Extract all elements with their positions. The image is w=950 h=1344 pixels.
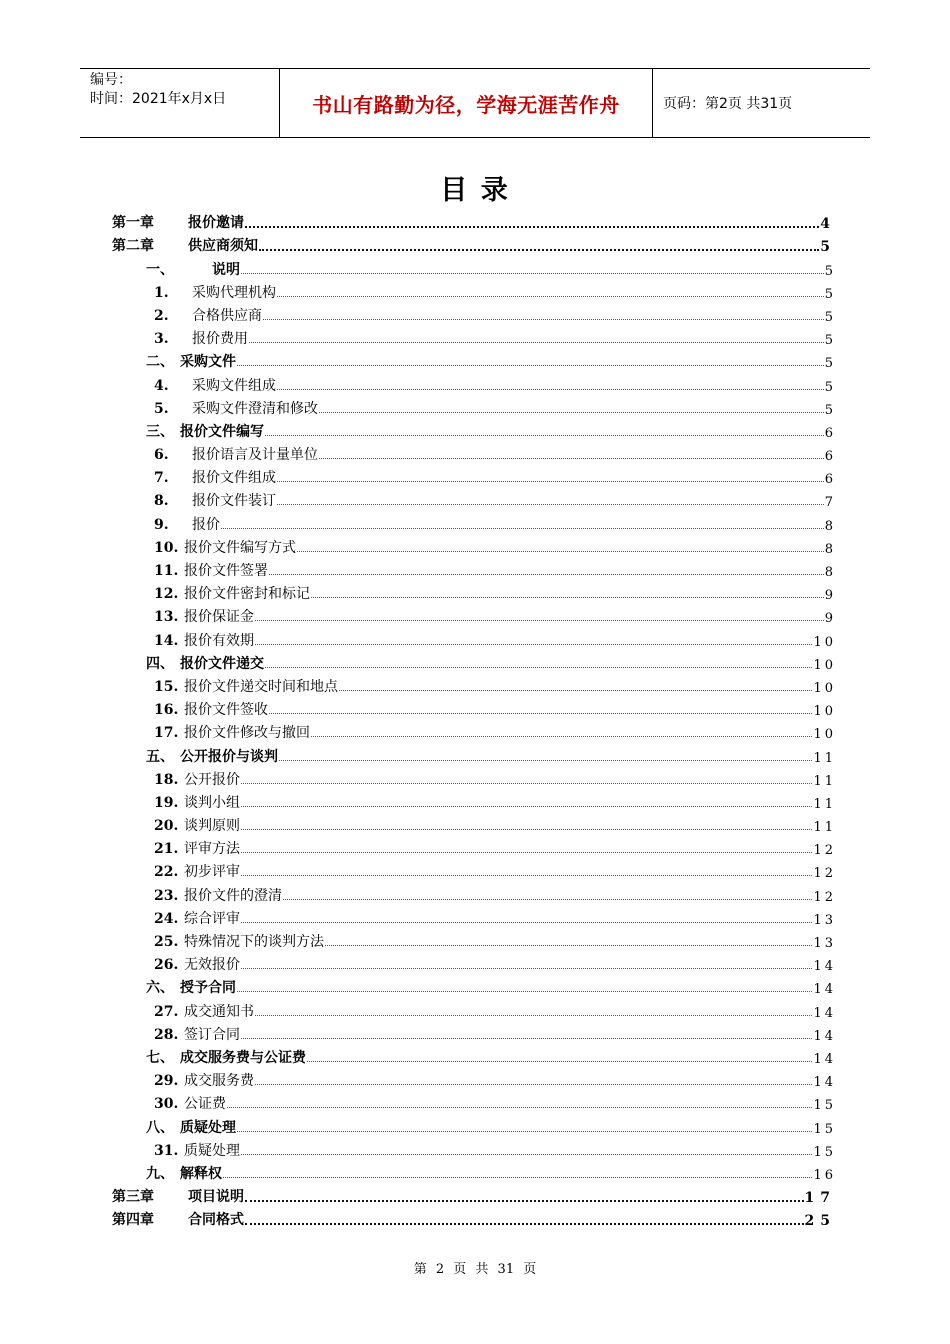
toc-entry-text: 报价文件装订 [192, 493, 276, 510]
toc-entry-text: 报价有效期 [184, 632, 254, 649]
toc-dot-leader [237, 991, 812, 992]
toc-entry-number: 三、 [146, 423, 174, 440]
toc-entry-label [154, 398, 318, 418]
toc-entry-label [154, 722, 310, 742]
toc-entry-number: 18. [154, 771, 179, 788]
toc-entry[interactable] [112, 510, 836, 533]
toc-title: 目 录 [440, 175, 510, 206]
toc-entry-page: 14 [813, 1051, 836, 1067]
toc-entry-label [154, 676, 338, 696]
toc-entry[interactable] [112, 1067, 836, 1090]
toc-entry-page: 11 [813, 773, 836, 789]
toc-entry-label [154, 931, 324, 951]
toc-entry-page: 5 [824, 379, 836, 395]
toc-entry[interactable] [112, 603, 836, 626]
toc-dot-leader [263, 319, 824, 320]
toc-entry-page: 13 [813, 936, 836, 951]
toc-entry-label [146, 351, 236, 371]
toc-dot-leader [241, 1038, 812, 1039]
toc-dot-leader [221, 528, 824, 529]
toc-dot-leader [277, 504, 824, 505]
toc-entry-number: 二、 [146, 354, 174, 371]
header-meta [80, 69, 280, 137]
toc-entry-text: 成交通知书 [184, 1003, 254, 1020]
toc-entry-text: 质疑处理 [180, 1119, 236, 1136]
toc-dot-leader [241, 875, 812, 876]
toc-entry[interactable] [112, 858, 836, 881]
toc-entry[interactable] [112, 232, 836, 255]
toc-entry-page: 16 [813, 1167, 836, 1183]
toc-entry-text: 采购代理机构 [192, 284, 276, 301]
toc-entry-label [112, 1209, 244, 1229]
toc-entry-text: 谈判小组 [184, 794, 240, 811]
toc-entry[interactable] [112, 951, 836, 974]
toc-dot-leader [311, 597, 824, 598]
toc-entry-number: 7. [154, 470, 169, 487]
toc-dot-leader [255, 1015, 812, 1016]
toc-entry-page: 14 [813, 1075, 836, 1091]
toc-entry-page: 5 [824, 333, 836, 349]
toc-entry-number: 六、 [146, 980, 174, 997]
toc-entry-number: 27. [154, 1003, 179, 1020]
toc-entry-page: 10 [813, 680, 836, 696]
toc-dot-leader [269, 713, 812, 714]
toc-entry-label [154, 815, 240, 835]
toc-dot-leader [223, 1177, 812, 1178]
header-date-label: 时间：2021年x月x日 [90, 91, 227, 107]
toc-entry-label [154, 606, 254, 626]
toc-dot-leader [241, 806, 812, 807]
toc-entry-label [154, 885, 282, 905]
toc-entry-page: 15 [813, 1098, 836, 1114]
toc-entry-page: 9 [824, 611, 836, 627]
toc-entry-number: 一、 [146, 261, 174, 278]
toc-entry-label [146, 421, 264, 441]
toc-entry-number: 第二章 [112, 238, 154, 255]
toc-entry-label [154, 583, 310, 603]
toc-entry-number: 10. [154, 539, 179, 556]
toc-entry-text: 供应商须知 [188, 238, 258, 255]
toc-entry-text: 报价文件签收 [184, 702, 268, 719]
toc-entry-text: 报价文件编写 [180, 423, 264, 440]
toc-entry-text: 报价文件递交 [180, 655, 264, 672]
toc-entry-text: 公开报价 [184, 771, 240, 788]
toc-entry[interactable] [112, 1160, 836, 1183]
toc-entry-label [112, 212, 244, 232]
toc-entry-label [154, 1070, 254, 1090]
toc-entry-number: 3. [154, 331, 169, 348]
toc-entry-text: 无效报价 [184, 957, 240, 974]
toc-dot-leader [277, 481, 824, 482]
toc-entry-number: 2. [154, 307, 169, 324]
toc-entry-number: 4. [154, 377, 169, 394]
toc-entry-text: 报价文件签署 [184, 563, 268, 579]
toc-entry-page: 5 [820, 239, 836, 256]
toc-entry[interactable] [112, 835, 836, 858]
toc-entry-number: 五、 [146, 748, 174, 765]
table-of-contents [112, 209, 836, 1229]
toc-entry[interactable] [112, 557, 836, 580]
toc-entry-number: 14. [154, 632, 179, 649]
toc-entry-text: 合格供应商 [192, 307, 262, 324]
toc-dot-leader [269, 574, 824, 575]
toc-dot-leader [255, 644, 812, 645]
toc-entry[interactable] [112, 1090, 836, 1113]
toc-entry-page: 10 [813, 657, 836, 673]
toc-entry-number: 25. [154, 934, 179, 950]
toc-entry-page: 4 [820, 216, 836, 233]
toc-entry-label [146, 746, 278, 766]
toc-dot-leader [245, 1223, 804, 1225]
toc-entry-page: 7 [824, 495, 836, 511]
toc-entry-text: 特殊情况下的谈判方法 [184, 934, 324, 950]
toc-entry-text: 综合评审 [184, 910, 240, 927]
toc-dot-leader [237, 1131, 812, 1132]
toc-entry-number: 12. [154, 586, 179, 603]
toc-entry-label [154, 537, 296, 557]
toc-dot-leader [245, 226, 819, 228]
toc-entry[interactable] [112, 974, 836, 997]
toc-entry-label [154, 699, 268, 719]
toc-entry[interactable] [112, 1206, 836, 1229]
toc-entry-text: 报价文件的澄清 [184, 887, 282, 904]
toc-entry-number: 5. [154, 400, 169, 417]
toc-entry-text: 签订合同 [184, 1026, 240, 1043]
toc-entry-text: 成交服务费 [184, 1073, 254, 1090]
toc-dot-leader [241, 273, 824, 274]
toc-entry-number: 28. [154, 1026, 179, 1043]
toc-entry-page: 14 [813, 959, 836, 975]
toc-entry[interactable] [112, 371, 836, 394]
toc-entry-label [154, 1024, 240, 1044]
toc-entry-label [146, 1117, 236, 1137]
toc-entry-number: 6. [154, 447, 169, 464]
toc-entry-number: 第三章 [112, 1189, 154, 1206]
toc-entry-number: 29. [154, 1073, 179, 1090]
toc-entry-page: 14 [813, 982, 836, 998]
toc-entry-label [146, 653, 264, 673]
toc-entry-number: 30. [154, 1096, 179, 1113]
toc-entry-page: 11 [813, 796, 836, 812]
toc-entry-text: 质疑处理 [184, 1142, 240, 1159]
toc-entry-page: 6 [824, 425, 836, 441]
toc-entry-text: 谈判原则 [184, 818, 240, 835]
toc-entry-page: 5 [824, 286, 836, 302]
toc-entry[interactable] [112, 719, 836, 742]
toc-entry-page: 15 [813, 1121, 836, 1137]
toc-dot-leader [237, 365, 824, 366]
toc-entry-number: 八、 [146, 1119, 174, 1136]
toc-entry-label [154, 490, 276, 510]
toc-entry-label [146, 259, 240, 279]
toc-entry-text: 报价保证金 [184, 609, 254, 626]
toc-entry-text: 报价文件递交时间和地点 [184, 678, 338, 695]
toc-entry-label [154, 954, 240, 974]
toc-entry[interactable] [112, 928, 836, 951]
toc-entry-text: 公开报价与谈判 [180, 748, 278, 765]
toc-dot-leader [319, 412, 824, 413]
toc-entry-page: 5 [824, 309, 836, 325]
toc-dot-leader [259, 249, 819, 251]
toc-entry-page: 14 [813, 1005, 836, 1021]
toc-entry-label [146, 977, 236, 997]
toc-entry-number: 21. [154, 841, 179, 858]
toc-dot-leader [265, 667, 812, 668]
toc-entry-number: 九、 [146, 1165, 174, 1182]
toc-entry-number: 24. [154, 910, 179, 927]
toc-entry[interactable] [112, 997, 836, 1020]
header-page-info: 页码：第2页 共31页 [663, 96, 793, 112]
toc-entry[interactable] [112, 441, 836, 464]
toc-entry[interactable] [112, 418, 836, 441]
header-code-label: 编号： [90, 72, 132, 88]
toc-entry-label [154, 328, 248, 348]
toc-entry[interactable] [112, 1044, 836, 1067]
toc-entry-number: 13. [154, 609, 179, 626]
toc-entry-number: 第一章 [112, 215, 154, 232]
toc-entry-number: 26. [154, 957, 179, 974]
toc-entry-page: 10 [813, 727, 836, 743]
toc-dot-leader [255, 1084, 812, 1085]
toc-entry-page: 11 [813, 750, 836, 766]
toc-entry[interactable] [112, 1137, 836, 1160]
toc-entry-number: 七、 [146, 1049, 174, 1066]
toc-entry-label [112, 1186, 244, 1206]
toc-entry-label [154, 444, 318, 464]
toc-entry[interactable] [112, 255, 836, 278]
toc-entry[interactable] [112, 742, 836, 765]
toc-dot-leader [283, 899, 812, 900]
toc-entry-text: 授予合同 [180, 980, 236, 997]
toc-entry-label [154, 908, 240, 928]
toc-entry-page: 8 [824, 565, 836, 580]
toc-entry-label [154, 467, 276, 487]
toc-entry-text: 报价文件修改与撤回 [184, 725, 310, 742]
toc-entry-number: 四、 [146, 655, 174, 672]
toc-entry[interactable] [112, 209, 836, 232]
toc-entry-label [154, 792, 240, 812]
toc-entry-label [154, 769, 240, 789]
toc-entry-label [154, 282, 276, 302]
toc-entry[interactable] [112, 580, 836, 603]
toc-entry[interactable] [112, 626, 836, 649]
toc-entry-number: 15. [154, 678, 179, 695]
toc-entry[interactable] [112, 905, 836, 928]
toc-entry-label [154, 1001, 254, 1021]
toc-entry[interactable] [112, 881, 836, 904]
toc-entry-page: 8 [824, 541, 836, 557]
toc-entry-label [146, 1047, 306, 1067]
toc-entry-number: 19. [154, 794, 179, 811]
toc-entry-page: 12 [813, 889, 836, 905]
toc-entry-text: 项目说明 [188, 1189, 244, 1206]
toc-entry[interactable] [112, 650, 836, 673]
toc-entry-page: 6 [824, 472, 836, 488]
toc-entry[interactable] [112, 1183, 836, 1206]
toc-entry-page: 6 [824, 449, 836, 465]
toc-entry[interactable] [112, 302, 836, 325]
toc-dot-leader [241, 829, 812, 830]
toc-dot-leader [241, 922, 812, 923]
toc-dot-leader [241, 852, 812, 853]
toc-entry-text: 采购文件 [180, 354, 236, 371]
toc-entry[interactable] [112, 464, 836, 487]
toc-entry-page: 10 [813, 634, 836, 650]
toc-entry-page: 12 [813, 866, 836, 882]
toc-entry-page: 10 [813, 704, 836, 720]
toc-entry-page: 5 [824, 402, 836, 418]
toc-entry-number: 23. [154, 887, 179, 904]
toc-entry[interactable] [112, 766, 836, 789]
toc-entry-number: 20. [154, 818, 179, 835]
toc-entry[interactable] [112, 325, 836, 348]
toc-entry-text: 报价文件组成 [192, 470, 276, 487]
toc-dot-leader [227, 1107, 812, 1108]
toc-entry-text: 报价语言及计量单位 [192, 447, 318, 464]
toc-entry[interactable] [112, 673, 836, 696]
toc-entry-label [154, 630, 254, 650]
toc-entry-page: 25 [804, 1213, 836, 1230]
toc-dot-leader [325, 945, 812, 946]
toc-entry[interactable] [112, 279, 836, 302]
toc-entry-label [112, 235, 258, 255]
page-footer: 第 2 页 共 31 页 [413, 1262, 537, 1277]
toc-dot-leader [241, 968, 812, 969]
toc-entry-number: 16. [154, 702, 179, 719]
toc-dot-leader [249, 342, 824, 343]
toc-dot-leader [279, 760, 812, 761]
toc-entry-number: 8. [154, 493, 169, 510]
toc-entry-number: 1. [154, 284, 169, 301]
toc-entry-page: 13 [813, 912, 836, 928]
header-motto: 书山有路勤为径，学海无涯苦作舟 [280, 69, 653, 137]
toc-entry-number: 22. [154, 864, 179, 881]
toc-entry[interactable] [112, 1021, 836, 1044]
toc-entry-label [154, 560, 268, 580]
toc-dot-leader [311, 736, 812, 737]
toc-entry[interactable] [112, 812, 836, 835]
toc-dot-leader [241, 1154, 812, 1155]
toc-dot-leader [265, 435, 824, 436]
toc-entry-label [154, 1140, 240, 1160]
toc-entry-page: 9 [824, 588, 836, 604]
toc-dot-leader [245, 1200, 804, 1202]
toc-entry[interactable] [112, 487, 836, 510]
toc-entry[interactable] [112, 789, 836, 812]
toc-entry-text: 报价文件密封和标记 [184, 586, 310, 603]
toc-entry[interactable] [112, 1113, 836, 1136]
toc-entry-text: 采购文件组成 [192, 377, 276, 394]
toc-entry-text: 解释权 [180, 1165, 222, 1182]
toc-entry-page: 8 [824, 518, 836, 534]
toc-entry-text: 报价费用 [192, 331, 248, 348]
toc-entry-text: 初步评审 [184, 864, 240, 881]
toc-entry[interactable] [112, 696, 836, 719]
toc-dot-leader [297, 551, 824, 552]
toc-entry-label [154, 861, 240, 881]
toc-entry-number: 9. [154, 516, 169, 533]
toc-entry-page: 17 [804, 1190, 836, 1207]
toc-entry-text: 说明 [212, 261, 240, 278]
toc-entry-text: 合同格式 [188, 1212, 244, 1229]
toc-entry-number: 31. [154, 1142, 179, 1159]
toc-dot-leader [339, 690, 812, 691]
toc-entry-page: 5 [824, 356, 836, 372]
toc-dot-leader [255, 620, 824, 621]
toc-entry-text: 报价 [192, 516, 220, 533]
toc-entry-label [154, 305, 262, 325]
toc-dot-leader [319, 458, 824, 459]
toc-entry-page: 14 [813, 1028, 836, 1044]
toc-entry-page: 5 [824, 263, 836, 279]
toc-entry-text: 评审方法 [184, 841, 240, 858]
toc-entry-page: 12 [813, 843, 836, 859]
toc-entry-text: 报价邀请 [188, 215, 244, 232]
toc-dot-leader [277, 389, 824, 390]
toc-entry[interactable] [112, 395, 836, 418]
toc-dot-leader [307, 1061, 812, 1062]
toc-entry-label [154, 1093, 226, 1113]
toc-dot-leader [277, 296, 824, 297]
toc-entry[interactable] [112, 534, 836, 557]
toc-entry-label [154, 838, 240, 858]
toc-entry-page: 11 [813, 820, 836, 836]
toc-entry-label [154, 514, 220, 534]
toc-entry-label [154, 375, 276, 395]
toc-entry-text: 报价文件编写方式 [184, 539, 296, 556]
toc-entry-text: 成交服务费与公证费 [180, 1049, 306, 1066]
toc-entry[interactable] [112, 348, 836, 371]
toc-entry-page: 15 [813, 1144, 836, 1160]
toc-entry-number: 第四章 [112, 1212, 154, 1229]
toc-entry-text: 采购文件澄清和修改 [192, 400, 318, 417]
toc-entry-label [146, 1163, 222, 1183]
page-header [80, 68, 870, 138]
toc-dot-leader [241, 783, 812, 784]
toc-entry-number: 17. [154, 725, 179, 742]
toc-entry-number: 11. [154, 563, 179, 579]
toc-entry-text: 公证费 [184, 1096, 226, 1113]
